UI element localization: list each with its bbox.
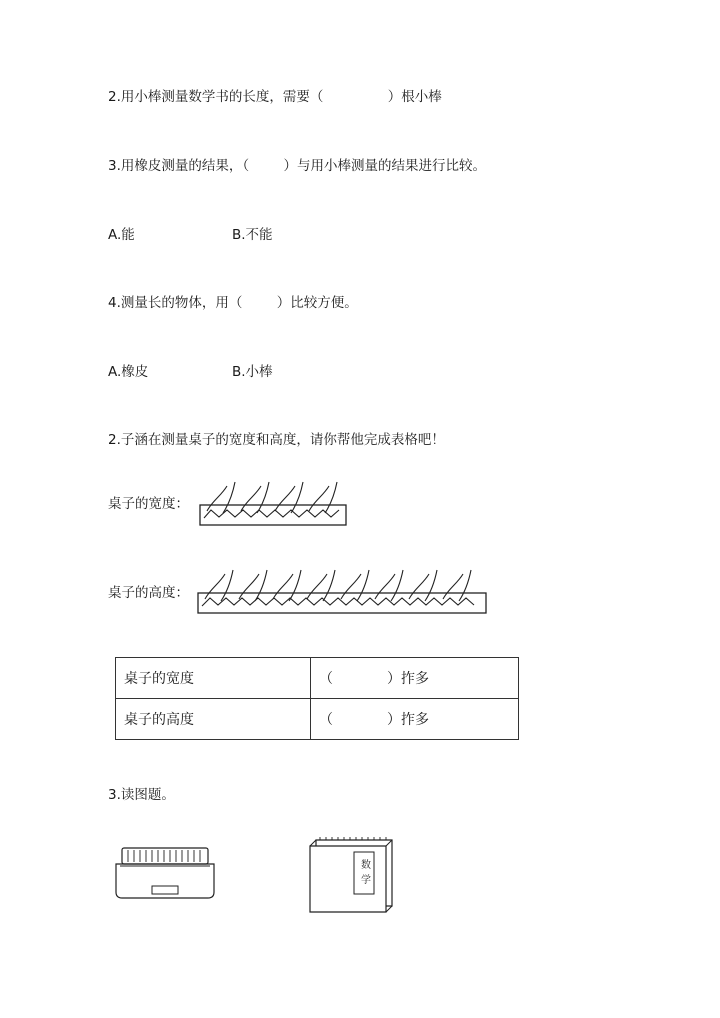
table-item-cell: 桌子的高度	[116, 699, 311, 740]
answer-open-paren: （	[319, 671, 333, 687]
q3-option-a: A.能	[108, 227, 135, 243]
desk-width-label: 桌子的宽度：	[108, 496, 189, 512]
table-item-cell: 桌子的宽度	[116, 658, 311, 699]
q4-option-a: A.橡皮	[108, 364, 149, 380]
question-2-1: 2.用小棒测量数学书的长度，需要（ ）根小棒	[108, 89, 442, 105]
question-4: 4.测量长的物体，用（ ）比较方便。	[108, 295, 358, 311]
book-cover-label: 数学	[361, 860, 371, 886]
question-3: 3.用橡皮测量的结果，（ ）与用小棒测量的结果进行比较。	[108, 158, 486, 174]
table-answer-cell[interactable]	[311, 658, 519, 699]
section-3-title: 3.读图题。	[108, 787, 175, 803]
answer-unit: ）拃多	[387, 712, 429, 728]
table-answer-cell[interactable]	[311, 699, 519, 740]
section-2-title: 2.子涵在测量桌子的宽度和高度，请你帮他完成表格吧！	[108, 432, 445, 448]
math-book-illustration	[306, 836, 398, 916]
pencil-case-illustration	[114, 846, 216, 900]
q3-option-b: B.不能	[232, 227, 273, 243]
answer-unit: ）拃多	[387, 671, 429, 687]
table-row	[116, 658, 519, 699]
table-row	[116, 699, 519, 740]
desk-height-label: 桌子的高度：	[108, 585, 189, 601]
q4-option-b: B.小棒	[232, 364, 273, 380]
desk-height-measure-illustration	[197, 568, 489, 616]
answer-open-paren: （	[319, 712, 333, 728]
desk-width-measure-illustration	[199, 480, 349, 528]
measurement-table	[115, 657, 519, 740]
